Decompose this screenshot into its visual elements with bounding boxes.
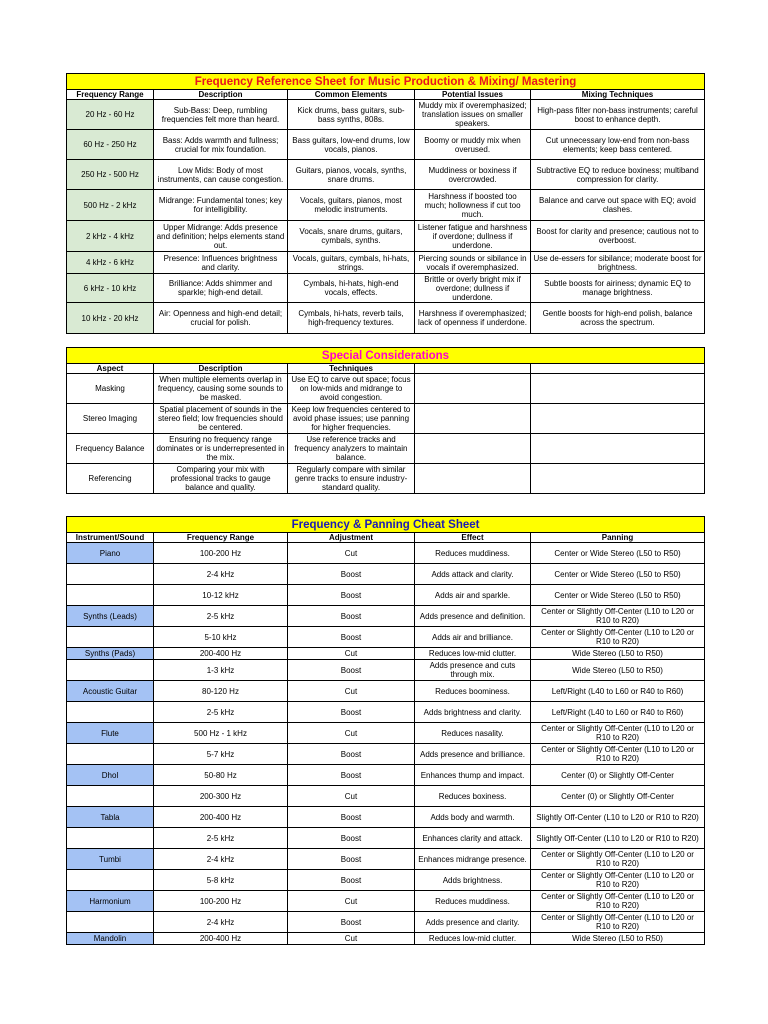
description-cell: Brilliance: Adds shimmer and sparkle; high-end detail.	[154, 274, 288, 303]
table-row	[67, 434, 705, 464]
frequency-range-cell: 2-5 kHz	[154, 702, 288, 723]
instrument-cell	[67, 912, 154, 933]
empty-cell	[531, 434, 705, 464]
frequency-range-cell: 10-12 kHz	[154, 585, 288, 606]
frequency-reference-title: Frequency Reference Sheet for Music Production & Mixing/ Mastering	[67, 74, 705, 90]
effect-cell: Reduces low-mid clutter.	[415, 648, 531, 660]
instrument-cell: Piano	[67, 543, 154, 564]
header-potential-issues: Potential Issues	[415, 90, 531, 100]
description-cell: When multiple elements overlap in frequency, causing some sounds to be masked.	[154, 374, 288, 404]
adjustment-cell: Boost	[288, 807, 415, 828]
aspect-cell: Referencing	[67, 464, 154, 494]
header-adjustment: Adjustment	[288, 533, 415, 543]
panning-cell: Center or Slightly Off-Center (L10 to L20 or R10 to R20)	[531, 627, 705, 648]
panning-cheat-sheet-title: Frequency & Panning Cheat Sheet	[67, 517, 705, 533]
frequency-range-cell: 500 Hz - 1 kHz	[154, 723, 288, 744]
description-cell: Bass: Adds warmth and fullness; crucial for mix foundation.	[154, 130, 288, 160]
frequency-range-cell: 4 kHz - 6 kHz	[67, 252, 154, 274]
panning-cell: Slightly Off-Center (L10 to L20 or R10 to R20)	[531, 807, 705, 828]
potential-issues-cell: Brittle or overly bright mix if overdone; dullness if underdone.	[415, 274, 531, 303]
table-row	[67, 464, 705, 494]
adjustment-cell: Boost	[288, 585, 415, 606]
instrument-cell: Mandolin	[67, 933, 154, 945]
empty-cell	[415, 464, 531, 494]
description-cell: Air: Openness and high-end detail; crucial for polish.	[154, 303, 288, 334]
common-elements-cell: Kick drums, bass guitars, sub-bass synths, 808s.	[288, 100, 415, 130]
techniques-cell: Use reference tracks and frequency analyzers to maintain balance.	[288, 434, 415, 464]
instrument-cell: Harmonium	[67, 891, 154, 912]
effect-cell: Adds brightness.	[415, 870, 531, 891]
common-elements-cell: Cymbals, hi-hats, reverb tails, high-frequency textures.	[288, 303, 415, 334]
frequency-range-cell: 100-200 Hz	[154, 891, 288, 912]
adjustment-cell: Boost	[288, 912, 415, 933]
table-row	[67, 627, 705, 648]
effect-cell: Adds body and warmth.	[415, 807, 531, 828]
frequency-range-cell: 200-400 Hz	[154, 807, 288, 828]
table-row	[67, 404, 705, 434]
panning-cell: Center (0) or Slightly Off-Center	[531, 765, 705, 786]
table-row	[67, 870, 705, 891]
effect-cell: Reduces nasality.	[415, 723, 531, 744]
table-row	[67, 564, 705, 585]
frequency-range-cell: 2 kHz - 4 kHz	[67, 221, 154, 252]
instrument-cell	[67, 828, 154, 849]
header-mixing-techniques: Mixing Techniques	[531, 90, 705, 100]
adjustment-cell: Boost	[288, 702, 415, 723]
techniques-cell: Regularly compare with similar genre tracks to ensure industry-standard quality.	[288, 464, 415, 494]
adjustment-cell: Boost	[288, 828, 415, 849]
table-row	[67, 543, 705, 564]
panning-cell: Wide Stereo (L50 to R50)	[531, 933, 705, 945]
instrument-cell	[67, 660, 154, 681]
effect-cell: Adds presence and cuts through mix.	[415, 660, 531, 681]
table-row	[67, 100, 705, 130]
frequency-range-cell: 250 Hz - 500 Hz	[67, 160, 154, 190]
frequency-range-cell: 200-400 Hz	[154, 648, 288, 660]
panning-cell: Center or Slightly Off-Center (L10 to L20 or R10 to R20)	[531, 744, 705, 765]
aspect-cell: Masking	[67, 374, 154, 404]
description-cell: Presence: Influences brightness and clarity.	[154, 252, 288, 274]
empty-cell	[415, 404, 531, 434]
instrument-cell	[67, 870, 154, 891]
table-row	[67, 744, 705, 765]
mixing-techniques-cell: Subtle boosts for airiness; dynamic EQ to manage brightness.	[531, 274, 705, 303]
table-row	[67, 765, 705, 786]
table-row	[67, 274, 705, 303]
adjustment-cell: Cut	[288, 543, 415, 564]
description-cell: Comparing your mix with professional tracks to gauge balance and quality.	[154, 464, 288, 494]
header-panning: Panning	[531, 533, 705, 543]
special-considerations-table	[66, 347, 705, 494]
empty-header-cell	[415, 364, 531, 374]
panning-cell: Center or Slightly Off-Center (L10 to L20 or R10 to R20)	[531, 723, 705, 744]
empty-cell	[415, 374, 531, 404]
panning-cell: Center or Slightly Off-Center (L10 to L20 or R10 to R20)	[531, 912, 705, 933]
description-cell: Midrange: Fundamental tones; key for intelligibility.	[154, 190, 288, 221]
common-elements-cell: Vocals, guitars, cymbals, hi-hats, strings.	[288, 252, 415, 274]
empty-cell	[531, 464, 705, 494]
empty-cell	[415, 434, 531, 464]
common-elements-cell: Bass guitars, low-end drums, low vocals, pianos.	[288, 130, 415, 160]
instrument-cell	[67, 627, 154, 648]
potential-issues-cell: Muddiness or boxiness if overcrowded.	[415, 160, 531, 190]
description-cell: Low Mids: Body of most instruments, can cause congestion.	[154, 160, 288, 190]
table-row	[67, 723, 705, 744]
frequency-range-cell: 20 Hz - 60 Hz	[67, 100, 154, 130]
mixing-techniques-cell: High-pass filter non-bass instruments; careful boost to enhance depth.	[531, 100, 705, 130]
instrument-cell	[67, 585, 154, 606]
frequency-range-cell: 5-8 kHz	[154, 870, 288, 891]
effect-cell: Reduces boominess.	[415, 681, 531, 702]
panning-cheat-sheet-table	[66, 516, 705, 945]
frequency-range-cell: 10 kHz - 20 kHz	[67, 303, 154, 334]
common-elements-cell: Vocals, guitars, pianos, most melodic instruments.	[288, 190, 415, 221]
effect-cell: Enhances midrange presence.	[415, 849, 531, 870]
frequency-range-cell: 1-3 kHz	[154, 660, 288, 681]
effect-cell: Adds presence and clarity.	[415, 912, 531, 933]
common-elements-cell: Vocals, snare drums, guitars, cymbals, synths.	[288, 221, 415, 252]
header-frequency-range: Frequency Range	[67, 90, 154, 100]
instrument-cell: Flute	[67, 723, 154, 744]
instrument-cell	[67, 744, 154, 765]
frequency-reference-table	[66, 73, 705, 334]
panning-cell: Left/Right (L40 to L60 or R40 to R60)	[531, 681, 705, 702]
adjustment-cell: Cut	[288, 723, 415, 744]
instrument-cell	[67, 564, 154, 585]
adjustment-cell: Boost	[288, 627, 415, 648]
effect-cell: Adds attack and clarity.	[415, 564, 531, 585]
header-description: Description	[154, 364, 288, 374]
mixing-techniques-cell: Boost for clarity and presence; cautious not to overboost.	[531, 221, 705, 252]
table-row	[67, 190, 705, 221]
panning-cell: Wide Stereo (L50 to R50)	[531, 648, 705, 660]
frequency-range-cell: 500 Hz - 2 kHz	[67, 190, 154, 221]
mixing-techniques-cell: Cut unnecessary low-end from non-bass elements; keep bass centered.	[531, 130, 705, 160]
effect-cell: Adds brightness and clarity.	[415, 702, 531, 723]
panning-cheat-sheet-section	[66, 516, 704, 945]
frequency-range-cell: 60 Hz - 250 Hz	[67, 130, 154, 160]
frequency-range-cell: 5-7 kHz	[154, 744, 288, 765]
adjustment-cell: Boost	[288, 870, 415, 891]
effect-cell: Enhances thump and impact.	[415, 765, 531, 786]
description-cell: Sub-Bass: Deep, rumbling frequencies felt more than heard.	[154, 100, 288, 130]
instrument-cell	[67, 786, 154, 807]
techniques-cell: Use EQ to carve out space; focus on low-mids and midrange to avoid congestion.	[288, 374, 415, 404]
adjustment-cell: Cut	[288, 891, 415, 912]
frequency-range-cell: 2-4 kHz	[154, 912, 288, 933]
frequency-range-cell: 2-4 kHz	[154, 849, 288, 870]
frequency-range-cell: 2-4 kHz	[154, 564, 288, 585]
mixing-techniques-cell: Use de-essers for sibilance; moderate boost for brightness.	[531, 252, 705, 274]
empty-cell	[531, 404, 705, 434]
instrument-cell: Synths (Leads)	[67, 606, 154, 627]
header-techniques: Techniques	[288, 364, 415, 374]
effect-cell: Adds air and brilliance.	[415, 627, 531, 648]
effect-cell: Reduces boxiness.	[415, 786, 531, 807]
header-instrument: Instrument/Sound	[67, 533, 154, 543]
adjustment-cell: Cut	[288, 648, 415, 660]
potential-issues-cell: Boomy or muddy mix when overused.	[415, 130, 531, 160]
adjustment-cell: Boost	[288, 744, 415, 765]
empty-cell	[531, 374, 705, 404]
table-row	[67, 160, 705, 190]
effect-cell: Adds presence and definition.	[415, 606, 531, 627]
panning-cell: Center or Slightly Off-Center (L10 to L20 or R10 to R20)	[531, 849, 705, 870]
table-row	[67, 849, 705, 870]
potential-issues-cell: Piercing sounds or sibilance in vocals if overemphasized.	[415, 252, 531, 274]
instrument-cell: Acoustic Guitar	[67, 681, 154, 702]
aspect-cell: Stereo Imaging	[67, 404, 154, 434]
effect-cell: Adds presence and brilliance.	[415, 744, 531, 765]
potential-issues-cell: Listener fatigue and harshness if overdone; dullness if underdone.	[415, 221, 531, 252]
instrument-cell: Synths (Pads)	[67, 648, 154, 660]
table-row	[67, 681, 705, 702]
effect-cell: Adds air and sparkle.	[415, 585, 531, 606]
mixing-techniques-cell: Subtractive EQ to reduce boxiness; multiband compression for clarity.	[531, 160, 705, 190]
frequency-range-cell: 5-10 kHz	[154, 627, 288, 648]
mixing-techniques-cell: Gentle boosts for high-end polish, balance across the spectrum.	[531, 303, 705, 334]
panning-cell: Left/Right (L40 to L60 or R40 to R60)	[531, 702, 705, 723]
header-common-elements: Common Elements	[288, 90, 415, 100]
panning-cell: Center or Wide Stereo (L50 to R50)	[531, 585, 705, 606]
empty-header-cell	[531, 364, 705, 374]
table-row	[67, 648, 705, 660]
table-row	[67, 786, 705, 807]
panning-cell: Center or Slightly Off-Center (L10 to L20 or R10 to R20)	[531, 870, 705, 891]
table-row	[67, 252, 705, 274]
frequency-range-cell: 50-80 Hz	[154, 765, 288, 786]
techniques-cell: Keep low frequencies centered to avoid phase issues; use panning for higher frequencies.	[288, 404, 415, 434]
panning-cell: Center or Slightly Off-Center (L10 to L20 or R10 to R20)	[531, 606, 705, 627]
special-considerations-section	[66, 347, 704, 494]
mixing-techniques-cell: Balance and carve out space with EQ; avoid clashes.	[531, 190, 705, 221]
table-row	[67, 807, 705, 828]
adjustment-cell: Boost	[288, 849, 415, 870]
frequency-range-cell: 2-5 kHz	[154, 606, 288, 627]
adjustment-cell: Boost	[288, 564, 415, 585]
panning-cell: Center or Slightly Off-Center (L10 to L20 or R10 to R20)	[531, 891, 705, 912]
frequency-range-cell: 80-120 Hz	[154, 681, 288, 702]
adjustment-cell: Boost	[288, 606, 415, 627]
instrument-cell	[67, 702, 154, 723]
frequency-reference-section	[66, 73, 704, 334]
effect-cell: Enhances clarity and attack.	[415, 828, 531, 849]
header-frequency-range: Frequency Range	[154, 533, 288, 543]
panning-cell: Center or Wide Stereo (L50 to R50)	[531, 543, 705, 564]
description-cell: Spatial placement of sounds in the stereo field; low frequencies should be centered.	[154, 404, 288, 434]
adjustment-cell: Boost	[288, 765, 415, 786]
table-row	[67, 130, 705, 160]
table-row	[67, 912, 705, 933]
header-effect: Effect	[415, 533, 531, 543]
frequency-range-cell: 6 kHz - 10 kHz	[67, 274, 154, 303]
instrument-cell: Dhol	[67, 765, 154, 786]
potential-issues-cell: Harshness if boosted too much; hollowness if cut too much.	[415, 190, 531, 221]
table-row	[67, 891, 705, 912]
frequency-range-cell: 200-300 Hz	[154, 786, 288, 807]
frequency-range-cell: 2-5 kHz	[154, 828, 288, 849]
common-elements-cell: Cymbals, hi-hats, high-end vocals, effects.	[288, 274, 415, 303]
panning-cell: Slightly Off-Center (L10 to L20 or R10 to R20)	[531, 828, 705, 849]
instrument-cell: Tabla	[67, 807, 154, 828]
panning-cell: Center or Wide Stereo (L50 to R50)	[531, 564, 705, 585]
instrument-cell: Tumbi	[67, 849, 154, 870]
adjustment-cell: Boost	[288, 660, 415, 681]
header-description: Description	[154, 90, 288, 100]
potential-issues-cell: Muddy mix if overemphasized; translation issues on smaller speakers.	[415, 100, 531, 130]
effect-cell: Reduces muddiness.	[415, 543, 531, 564]
description-cell: Upper Midrange: Adds presence and definition; helps elements stand out.	[154, 221, 288, 252]
panning-cell: Center (0) or Slightly Off-Center	[531, 786, 705, 807]
table-row	[67, 303, 705, 334]
table-row	[67, 585, 705, 606]
adjustment-cell: Cut	[288, 786, 415, 807]
effect-cell: Reduces low-mid clutter.	[415, 933, 531, 945]
table-row	[67, 606, 705, 627]
potential-issues-cell: Harshness if overemphasized; lack of openness if underdone.	[415, 303, 531, 334]
special-considerations-title: Special Considerations	[67, 348, 705, 364]
frequency-range-cell: 100-200 Hz	[154, 543, 288, 564]
table-row	[67, 374, 705, 404]
adjustment-cell: Cut	[288, 933, 415, 945]
header-aspect: Aspect	[67, 364, 154, 374]
table-row	[67, 221, 705, 252]
description-cell: Ensuring no frequency range dominates or is underrepresented in the mix.	[154, 434, 288, 464]
aspect-cell: Frequency Balance	[67, 434, 154, 464]
table-row	[67, 702, 705, 723]
table-row	[67, 933, 705, 945]
adjustment-cell: Cut	[288, 681, 415, 702]
common-elements-cell: Guitars, pianos, vocals, synths, snare drums.	[288, 160, 415, 190]
table-row	[67, 828, 705, 849]
frequency-range-cell: 200-400 Hz	[154, 933, 288, 945]
panning-cell: Wide Stereo (L50 to R50)	[531, 660, 705, 681]
table-row	[67, 660, 705, 681]
effect-cell: Reduces muddiness.	[415, 891, 531, 912]
